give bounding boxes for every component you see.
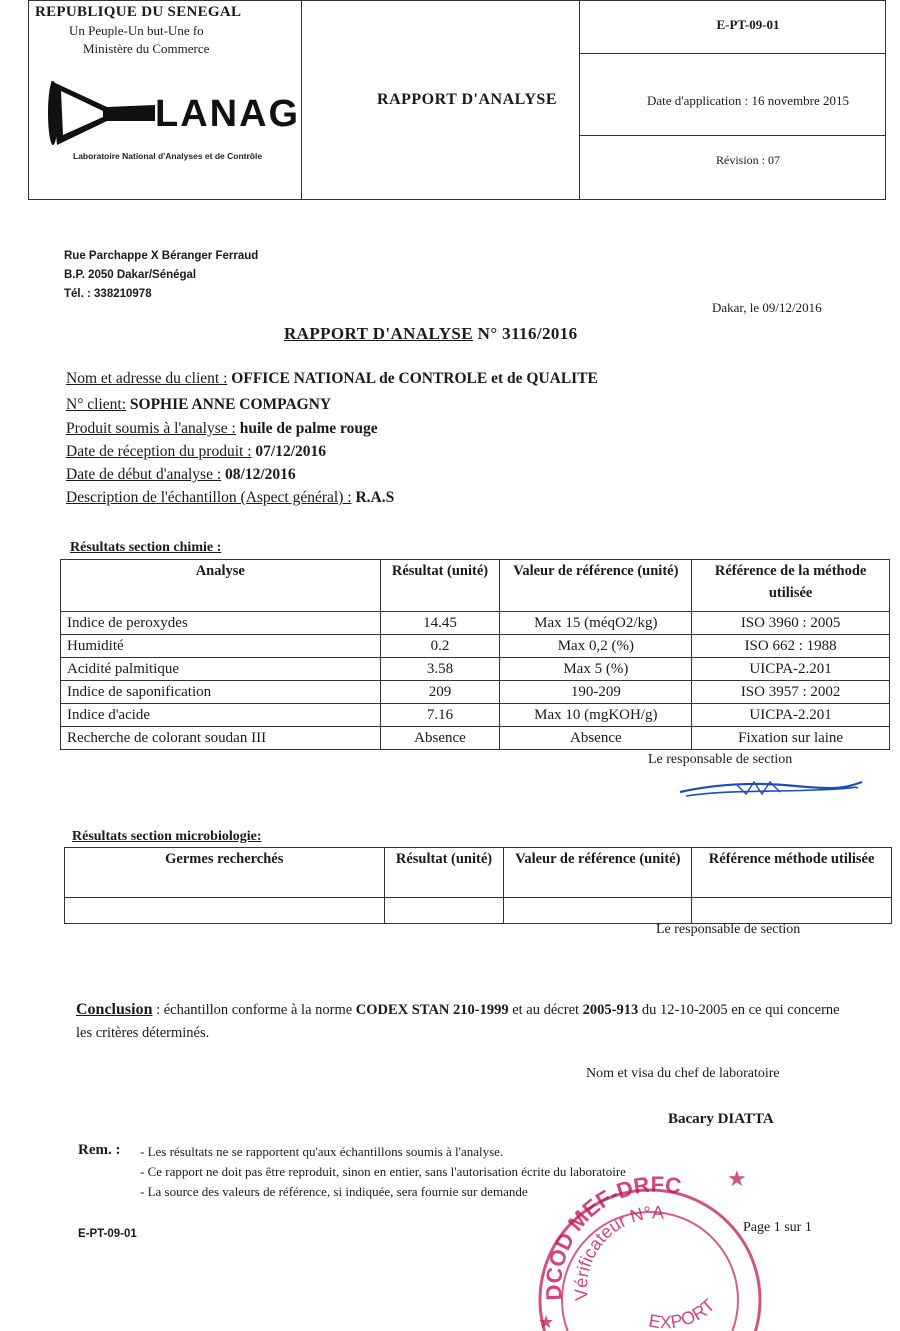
table-row	[61, 658, 890, 681]
client-info-label: Date de début d'analyse :	[66, 466, 222, 483]
empty-cell	[692, 898, 892, 924]
address-street: Rue Parchappe X Béranger Ferraud	[64, 250, 259, 262]
report-number-value: N° 3116/2016	[477, 324, 578, 343]
analysis-name: Indice d'acide	[61, 704, 381, 727]
remark-item: - Ce rapport ne doit pas être reproduit, sinon en entier, sans l'autorisation écrite du laboratoire	[140, 1164, 626, 1179]
microbiology-section-title: Résultats section microbiologie:	[72, 829, 262, 844]
analysis-name: Indice de peroxydes	[61, 612, 381, 635]
conclusion-text: et au décret	[508, 1002, 583, 1018]
reference-value: Max 5 (%)	[500, 658, 692, 681]
page-number: Page 1 sur 1	[743, 1220, 812, 1235]
conclusion-decree: 2005-913	[582, 1002, 639, 1018]
reference-value: Absence	[500, 727, 692, 750]
client-info-value: R.A.S	[355, 489, 395, 506]
analysis-result: 7.16	[380, 704, 500, 727]
conclusion-paragraph	[76, 998, 846, 1045]
method-reference: UICPA-2.201	[692, 658, 890, 681]
client-info-row	[66, 466, 296, 484]
column-header: Référence méthode utilisée	[692, 848, 892, 898]
table-header-row	[65, 848, 892, 898]
client-info-value: 07/12/2016	[255, 443, 327, 460]
document-header	[28, 0, 886, 200]
report-number-label: RAPPORT D'ANALYSE	[284, 324, 473, 343]
conclusion-text: du 12-10-2005 en ce qui concerne les critères déterminés.	[76, 1002, 840, 1041]
conclusion-text: : échantillon conforme à la norme	[152, 1002, 356, 1018]
address-phone: Tél. : 338210978	[64, 288, 152, 300]
header-divider	[579, 135, 885, 136]
client-info-label: Produit soumis à l'analyse :	[66, 420, 236, 437]
column-header: Résultat (unité)	[380, 560, 500, 612]
republic-name: REPUBLIQUE DU SENEGAL	[35, 4, 242, 20]
chemistry-signature	[676, 772, 866, 802]
chemistry-section-title: Résultats section chimie :	[70, 540, 222, 555]
reference-value: Max 0,2 (%)	[500, 635, 692, 658]
reference-value: 190-209	[500, 681, 692, 704]
client-info-row	[66, 370, 598, 388]
national-motto: Un Peuple-Un but-Une fo	[69, 23, 204, 38]
method-reference: ISO 662 : 1988	[692, 635, 890, 658]
header-divider	[579, 53, 885, 54]
microbiology-section-responsible: Le responsable de section	[656, 922, 801, 937]
client-info-row	[66, 489, 394, 507]
table-row	[61, 612, 890, 635]
reference-value: Max 15 (méqO2/kg)	[500, 612, 692, 635]
method-reference: ISO 3957 : 2002	[692, 681, 890, 704]
table-row	[61, 727, 890, 750]
remark-item: - Les résultats ne se rapportent qu'aux échantillons soumis à l'analyse.	[140, 1144, 504, 1159]
analysis-name: Humidité	[61, 635, 381, 658]
conclusion-norm: CODEX STAN 210-1999	[355, 1002, 509, 1018]
analysis-result: 209	[380, 681, 500, 704]
client-info-row	[66, 420, 378, 438]
footer-document-code: E-PT-09-01	[78, 1228, 137, 1240]
client-info-value: SOPHIE ANNE COMPAGNY	[129, 396, 332, 413]
star-icon: ★	[727, 1166, 747, 1191]
analysis-result: 14.45	[380, 612, 500, 635]
table-row	[61, 704, 890, 727]
logo-wordmark: LANAG	[155, 93, 301, 135]
analysis-name: Indice de saponification	[61, 681, 381, 704]
header-divider	[301, 1, 302, 199]
client-info-value: OFFICE NATIONAL de CONTROLE et de QUALITE	[231, 370, 598, 387]
star-icon: ★	[538, 1312, 555, 1331]
method-reference: ISO 3960 : 2005	[692, 612, 890, 635]
revision-number: Révision : 07	[715, 153, 780, 167]
column-header: Référence de la méthode utilisée	[692, 560, 890, 612]
chemistry-results-table	[60, 559, 890, 750]
document-code: E-PT-09-01	[716, 17, 780, 32]
client-info-row	[66, 443, 326, 461]
table-row	[61, 635, 890, 658]
column-header: Valeur de référence (unité)	[500, 560, 692, 612]
empty-cell	[384, 898, 504, 924]
client-info-label: Nom et adresse du client :	[66, 370, 228, 387]
conclusion-label: Conclusion	[76, 1001, 153, 1018]
analysis-result: Absence	[380, 727, 500, 750]
place-and-date: Dakar, le 09/12/2016	[712, 300, 822, 315]
svg-text:EXPORT	[647, 1295, 718, 1331]
column-header: Analyse	[61, 560, 381, 612]
lab-chief-title: Nom et visa du chef de laboratoire	[586, 1066, 780, 1081]
stamp-text: DCOD MEF-DRFC	[540, 1171, 683, 1302]
analysis-name: Acidité palmitique	[61, 658, 381, 681]
header-title: RAPPORT D'ANALYSE	[377, 91, 557, 108]
client-info-value: 08/12/2016	[225, 466, 296, 483]
remark-item: - La source des valeurs de référence, si indiquée, sera fournie sur demande	[140, 1184, 528, 1199]
address-po-box: B.P. 2050 Dakar/Sénégal	[64, 269, 197, 281]
analysis-name: Recherche de colorant soudan III	[61, 727, 381, 750]
microbiology-results-table	[64, 847, 892, 924]
empty-cell	[65, 898, 385, 924]
column-header: Résultat (unité)	[384, 848, 504, 898]
client-info-value: huile de palme rouge	[239, 420, 378, 437]
report-number	[284, 324, 578, 344]
lab-chief-name: Bacary DIATTA	[668, 1111, 774, 1127]
method-reference: UICPA-2.201	[692, 704, 890, 727]
column-header: Germes recherchés	[65, 848, 385, 898]
reference-value: Max 10 (mgKOH/g)	[500, 704, 692, 727]
analysis-result: 0.2	[380, 635, 500, 658]
table-row	[61, 681, 890, 704]
client-info-label: Description de l'échantillon (Aspect général) :	[66, 489, 352, 506]
table-header-row	[61, 560, 890, 612]
official-stamp	[522, 1150, 762, 1331]
stamp-text: Vérificateur N°A	[570, 1202, 665, 1302]
analysis-result: 3.58	[380, 658, 500, 681]
empty-cell	[504, 898, 692, 924]
chemistry-section-responsible: Le responsable de section	[648, 752, 793, 767]
ministry-name: Ministère du Commerce	[83, 41, 210, 56]
method-reference: Fixation sur laine	[692, 727, 890, 750]
logo-subtitle: Laboratoire National d'Analyses et de Contrôle	[73, 151, 263, 161]
stamp-text: EXPORT	[647, 1295, 719, 1331]
client-info-label: Date de réception du produit :	[66, 443, 252, 460]
remarks-label: Rem. :	[78, 1142, 121, 1158]
table-row	[65, 898, 892, 924]
client-info-row	[66, 396, 331, 414]
column-header: Valeur de référence (unité)	[504, 848, 692, 898]
application-date: Date d'application : 16 novembre 2015	[647, 93, 849, 108]
client-info-label: N° client:	[66, 396, 127, 413]
